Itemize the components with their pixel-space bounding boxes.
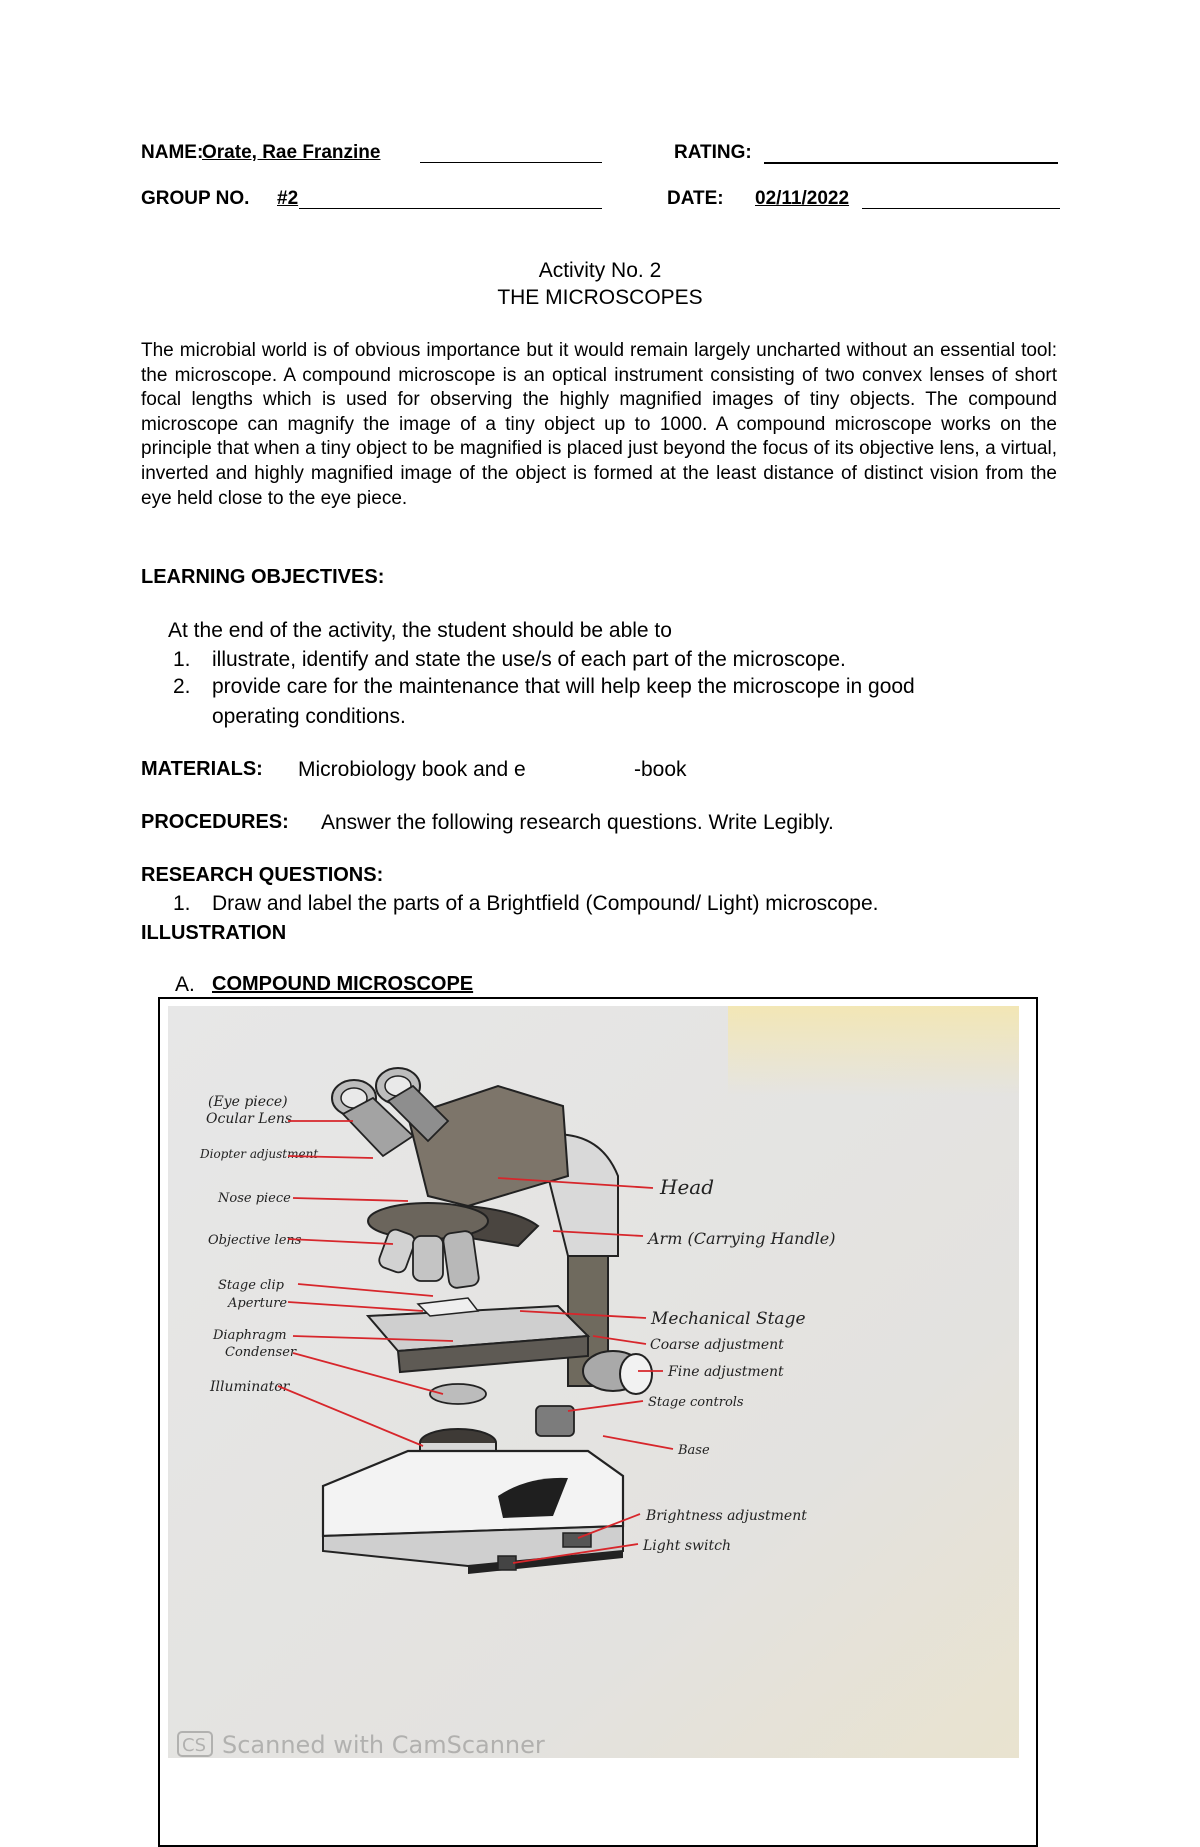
label-base: Base: [678, 1443, 710, 1458]
intro-paragraph: The microbial world is of obvious importance but it would remain largely uncharted without an essential tool: the microscope. A compound microscope is an optical instrument consisting of two convex lenses of short focal lengths which is used for observing the highly magnified images of tiny objects. The compound microscope can magnify the image of a tiny object up to 1000. A compound microscope works on the principle that when a tiny object to be magnified is placed just beyond the focus of its objective lens, a virtual, inverted and highly magnified image of the object is formed at the least distance of distinct vision from the eye held close to the eye piece.: [141, 340, 1057, 509]
name-label: NAME:: [141, 142, 204, 163]
label-ocular-lens: Ocular Lens: [206, 1111, 293, 1127]
procedures-label: PROCEDURES:: [141, 811, 289, 833]
date-label: DATE:: [667, 188, 724, 209]
materials-label: MATERIALS:: [141, 758, 263, 780]
label-illuminator: Illuminator: [210, 1379, 290, 1395]
label-fine-adjustment: Fine adjustment: [668, 1364, 784, 1380]
camscanner-watermark: [178, 1731, 545, 1758]
label-brightness-adjustment: Brightness adjustment: [646, 1508, 807, 1524]
label-head: Head: [660, 1175, 715, 1199]
rating-label: RATING:: [674, 142, 752, 163]
objective-1-number: 1.: [173, 648, 191, 671]
label-diopter-adjustment: Diopter adjustment: [200, 1147, 319, 1161]
illustration-heading: ILLUSTRATION: [141, 922, 287, 944]
label-eye-piece: (Eye piece): [208, 1094, 288, 1110]
research-q1-text: Draw and label the parts of a Brightfield (Compound/ Light) microscope.: [212, 892, 879, 915]
research-heading: RESEARCH QUESTIONS:: [141, 864, 384, 886]
illustration-sub-title: COMPOUND MICROSCOPE: [212, 973, 474, 995]
label-nose-piece: Nose piece: [218, 1191, 291, 1206]
label-mechanical-stage: Mechanical Stage: [651, 1309, 806, 1329]
rating-underline: [764, 162, 1058, 164]
group-underline: [299, 208, 602, 209]
label-light-switch: Light switch: [643, 1538, 731, 1554]
label-aperture: Aperture: [228, 1296, 288, 1311]
label-coarse-adjustment: Coarse adjustment: [650, 1337, 784, 1353]
microscope-drawing: [168, 1006, 1019, 1758]
name-underline: [420, 162, 602, 163]
group-value: #2: [277, 188, 299, 209]
label-stage-clip: Stage clip: [218, 1278, 284, 1293]
date-underline: [862, 208, 1060, 209]
materials-text-tail: -book: [634, 758, 687, 781]
name-value: Orate, Rae Franzine: [202, 142, 381, 163]
paper-glow: [728, 1006, 1019, 1096]
page-title: THE MICROSCOPES: [497, 286, 703, 309]
label-objective-lens: Objective lens: [208, 1233, 302, 1248]
label-arm: Arm (Carrying Handle): [648, 1229, 836, 1248]
watermark-logo: CS: [182, 1735, 206, 1756]
illustration-sub-letter: A.: [175, 973, 195, 996]
objective-2-number: 2.: [173, 675, 191, 698]
objective-1-text: illustrate, identify and state the use/s of each part of the microscope.: [212, 648, 846, 671]
label-stage-controls: Stage controls: [648, 1395, 744, 1410]
label-diaphragm: Diaphragm: [213, 1328, 287, 1343]
date-value: 02/11/2022: [755, 188, 850, 209]
label-condenser: Condenser: [225, 1345, 297, 1360]
objectives-lead: At the end of the activity, the student should be able to: [168, 619, 672, 642]
activity-title: Activity No. 2: [538, 259, 662, 282]
materials-text: Microbiology book and e: [298, 758, 526, 781]
procedures-text: Answer the following research questions. Write Legibly.: [321, 811, 834, 834]
objective-2-text-cont: operating conditions.: [212, 705, 406, 728]
objective-2-text: provide care for the maintenance that will help keep the microscope in good: [212, 675, 915, 698]
group-label: GROUP NO.: [141, 188, 250, 209]
objectives-heading: LEARNING OBJECTIVES:: [141, 566, 385, 588]
watermark-text: Scanned with CamScanner: [222, 1731, 545, 1758]
research-q1-number: 1.: [173, 892, 191, 915]
